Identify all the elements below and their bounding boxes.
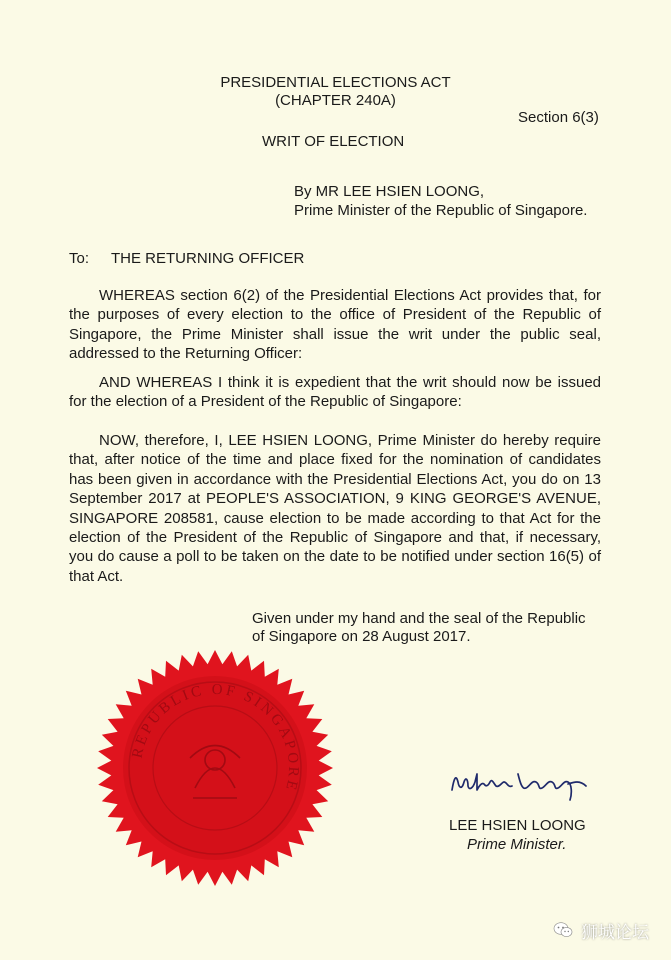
paragraph-and-whereas: AND WHEREAS I think it is expedient that the writ should now be issued for the election of a President of the Republic of Singapore: [69,374,601,411]
signatory-name: LEE HSIEN LOONG [449,817,586,834]
given-line-1: Given under my hand and the seal of the Republic [252,610,586,627]
given-line-2: of Singapore on 28 August 2017. [252,628,471,645]
signature-mark [446,760,596,804]
public-seal-icon [95,648,335,888]
section-reference: Section 6(3) [518,109,599,126]
paragraph-whereas: WHEREAS section 6(2) of the Presidential Elections Act provides that, for the purposes of every election to the office of President of the Republic of Singapore, the Prime Minister shall issue the writ under the public seal, addressed to the Returning Officer: [69,287,601,363]
recipient: THE RETURNING OFFICER [111,250,305,267]
chapter-line: (CHAPTER 240A) [275,92,396,109]
wechat-icon [553,921,573,939]
issuer-by-line: By MR LEE HSIEN LOONG, [294,183,485,200]
watermark-text: 狮城论坛 [581,922,649,942]
act-title: PRESIDENTIAL ELECTIONS ACT [220,74,451,91]
paragraph-now-therefore: NOW, therefore, I, LEE HSIEN LOONG, Prime Minister do hereby require that, after notice of the time and place fixed for the nomination of candidates has been given in accordance with the Presidential Elections Act, you do on 13 September 2017 at PEOPLE'S ASSOCIATION, 9 KING GEORGE'S AVENUE, SINGAPORE 208581, cause election to be made according to that Act for the election of the President of the Republic of Singapore and that, if necessary, you do cause a poll to be taken on the date to be notified under section 16(5) of that Act. [69,432,601,585]
watermark [553,918,649,942]
writ-title: WRIT OF ELECTION [262,133,405,150]
signatory-title: Prime Minister. [467,836,567,853]
issuer-role-line: Prime Minister of the Republic of Singapore. [294,202,588,219]
seal-legend: REPUBLIC OF SINGAPORE [129,681,302,795]
to-label: To: [69,250,90,267]
